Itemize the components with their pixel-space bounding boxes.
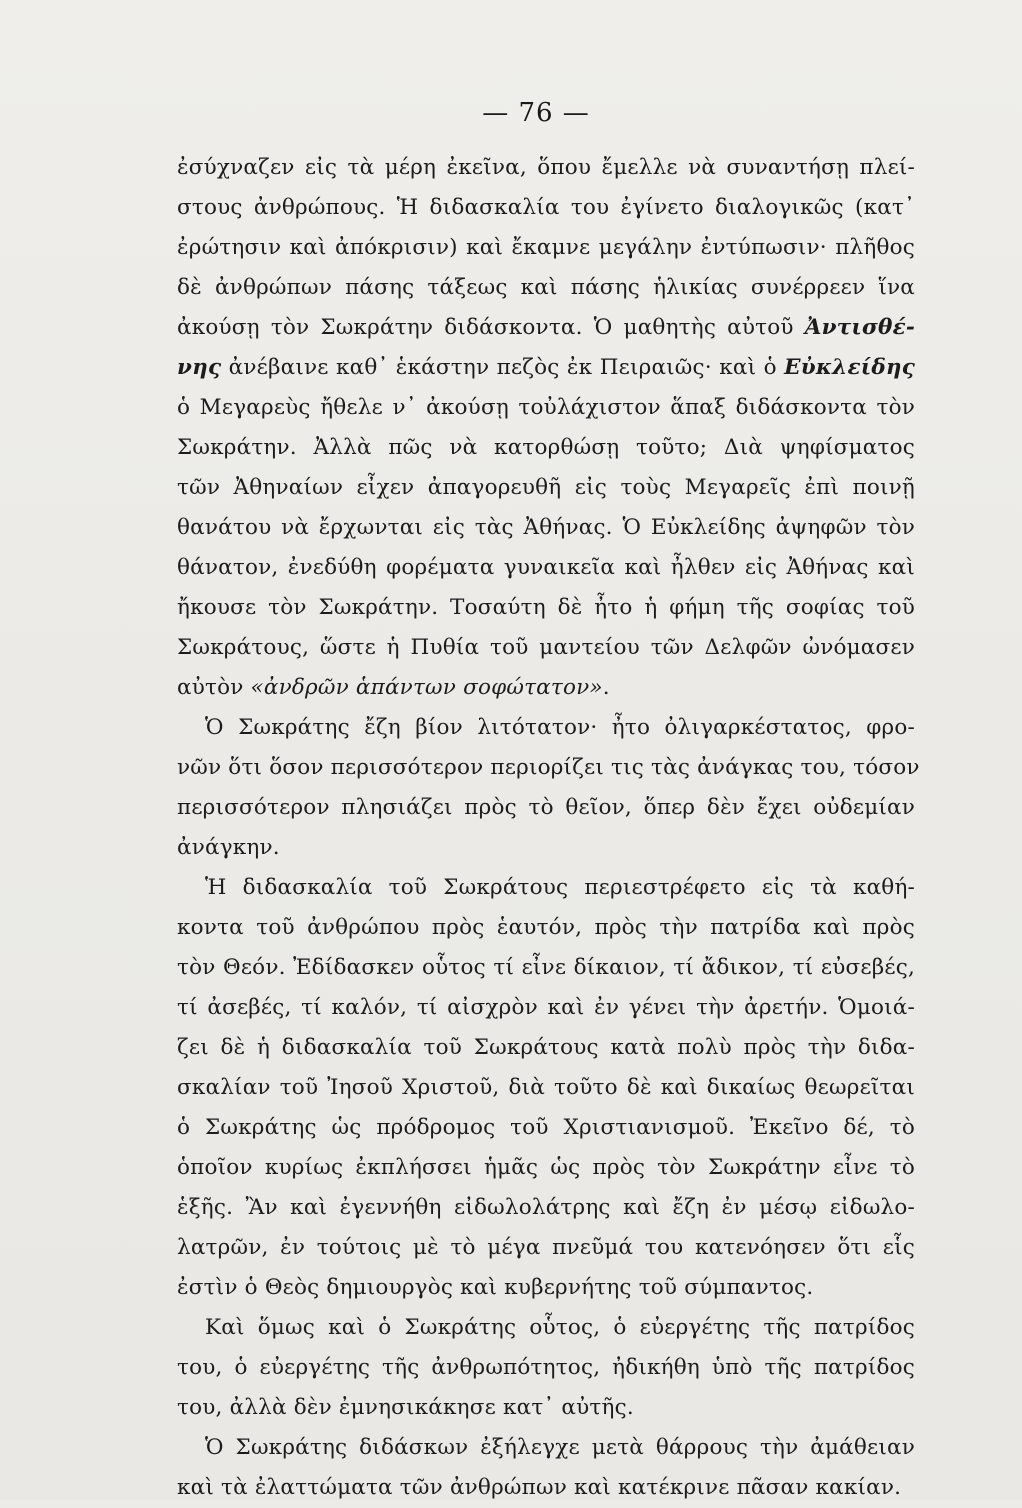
text-line: λατρῶν, ἐν τούτοις μὲ τὸ μέγα πνεῦμά του κατενόησεν ὅτι εἷς	[177, 1235, 915, 1260]
name-eukleides: Εὐκλείδης	[784, 355, 915, 380]
text-line: ἐσύχναζεν εἰς τὰ μέρη ἐκεῖνα, ὅπου ἔμελλε νὰ συναντήσῃ πλεί-	[177, 155, 915, 180]
text-line	[177, 668, 915, 708]
text-line: Ὁ Σωκράτης διδάσκων ἐξήλεγχε μετὰ θάρρους τὴν ἀμάθειαν	[205, 1435, 915, 1460]
text-line: Σωκράτην. Ἀλλὰ πῶς νὰ κατορθώσῃ τοῦτο; Διὰ ψηφίσματος	[177, 435, 915, 460]
text-line: του, ὁ εὐεργέτης τῆς ἀνθρωπότητος, ἠδικήθη ὑπὸ τῆς πατρίδος	[177, 1355, 915, 1380]
text-line: περισσότερον πλησιάζει πρὸς τὸ θεῖον, ὅπερ δὲν ἔχει οὐδεμίαν	[177, 795, 915, 820]
body-text	[177, 148, 920, 1508]
text-line: ὁποῖον κυρίως ἐκπλήσσει ἡμᾶς ὡς πρὸς τὸν Σωκράτην εἶνε τὸ	[177, 1155, 915, 1180]
name-antisthenes-end: νης	[177, 355, 222, 380]
text-line: θάνατον, ἐνεδύθη φορέματα γυναικεῖα καὶ ἦλθεν εἰς Ἀθήνας καὶ	[177, 555, 915, 580]
page-number: — 76 —	[482, 98, 590, 128]
text-line: του, ἀλλὰ δὲν ἐμνησικάκησε κατ᾽ αὐτῆς.	[177, 1395, 634, 1420]
text-line: Ὁ Σωκράτης ἔζη βίον λιτότατον· ἦτο ὀλιγαρκέστατος, φρο-	[205, 715, 915, 740]
text-line: ἑξῆς. Ἂν καὶ ἐγεννήθη εἰδωλολάτρης καὶ ἔζη ἐν μέσῳ εἰδωλο-	[177, 1195, 915, 1220]
oracle-quote: «ἀνδρῶν ἁπάντων σοφώτατον»	[250, 675, 603, 700]
text-line: νῶν ὅτι ὅσον περισσότερον περιορίζει τις τὰς ἀνάγκας του, τόσον	[177, 755, 920, 780]
text-line: τί ἀσεβές, τί καλόν, τί αἰσχρὸν καὶ ἐν γένει τὴν ἀρετήν. Ὁμοιά-	[177, 995, 915, 1020]
name-antisthenes: Ἀντισθέ-	[804, 315, 915, 340]
text-line: Καὶ ὅμως καὶ ὁ Σωκράτης οὗτος, ὁ εὐεργέτης τῆς πατρίδος	[205, 1315, 915, 1340]
text-run: .	[602, 675, 610, 700]
text-run: αὐτὸν	[177, 675, 251, 700]
text-line: ζει δὲ ἡ διδασκαλία τοῦ Σωκράτους κατὰ πολὺ πρὸς τὴν διδα-	[177, 1035, 915, 1060]
text-line: τὸν Θεόν. Ἐδίδασκεν οὗτος τί εἶνε δίκαιον, τί ἄδικον, τί εὐσεβές,	[177, 955, 915, 980]
text-run: ἀνέβαινε καθ᾽ ἑκάστην πεζὸς ἐκ Πειραιῶς· καὶ ὁ	[221, 355, 785, 380]
text-line: κοντα τοῦ ἀνθρώπου πρὸς ἑαυτόν, πρὸς τὴν πατρίδα καὶ πρὸς	[177, 915, 915, 940]
text-line: καὶ τὰ ἐλαττώματα τῶν ἀνθρώπων καὶ κατέκρινε πᾶσαν κακίαν.	[177, 1475, 902, 1500]
text-line: στους ἀνθρώπους. Ἡ διδασκαλία του ἐγίνετο διαλογικῶς (κατ᾽	[177, 195, 915, 220]
text-line	[177, 348, 915, 388]
text-line: σκαλίαν τοῦ Ἰησοῦ Χριστοῦ, διὰ τοῦτο δὲ καὶ δικαίως θεωρεῖται	[177, 1075, 915, 1100]
text-line: θανάτου νὰ ἔρχωνται εἰς τὰς Ἀθήνας. Ὁ Εὐκλείδης ἀψηφῶν τὸν	[177, 515, 915, 540]
text-line: ἐστὶν ὁ Θεὸς δημιουργὸς καὶ κυβερνήτης τοῦ σύμπαντος.	[177, 1275, 814, 1300]
text-line: ἤκουσε τὸν Σωκράτην. Τοσαύτη δὲ ἦτο ἡ φήμη τῆς σοφίας τοῦ	[177, 595, 915, 620]
text-line: Σωκράτους, ὥστε ἡ Πυθία τοῦ μαντείου τῶν Δελφῶν ὠνόμασεν	[177, 635, 915, 660]
text-line: Ἡ διδασκαλία τοῦ Σωκράτους περιεστρέφετο εἰς τὰ καθή-	[205, 875, 915, 900]
text-line: ὁ Σωκράτης ὡς πρόδρομος τοῦ Χριστιανισμοῦ. Ἐκεῖνο δέ, τὸ	[177, 1115, 915, 1140]
text-line: ἀνάγκην.	[177, 835, 280, 860]
text-run: ἀκούσῃ τὸν Σωκράτην διδάσκοντα. Ὁ μαθητὴς αὐτοῦ	[177, 315, 805, 340]
text-line: ὁ Μεγαρεὺς ἤθελε ν᾽ ἀκούσῃ τοὐλάχιστον ἅπαξ διδάσκοντα τὸν	[177, 395, 915, 420]
text-line: δὲ ἀνθρώπων πάσης τάξεως καὶ πάσης ἡλικίας συνέρρεεν ἵνα	[177, 275, 915, 300]
text-line: ἐρώτησιν καὶ ἀπόκρισιν) καὶ ἔκαμνε μεγάλην ἐντύπωσιν· πλῆθος	[177, 235, 915, 260]
text-line	[177, 308, 915, 348]
text-line: τῶν Ἀθηναίων εἶχεν ἀπαγορευθῆ εἰς τοὺς Μεγαρεῖς ἐπὶ ποινῇ	[177, 475, 915, 500]
